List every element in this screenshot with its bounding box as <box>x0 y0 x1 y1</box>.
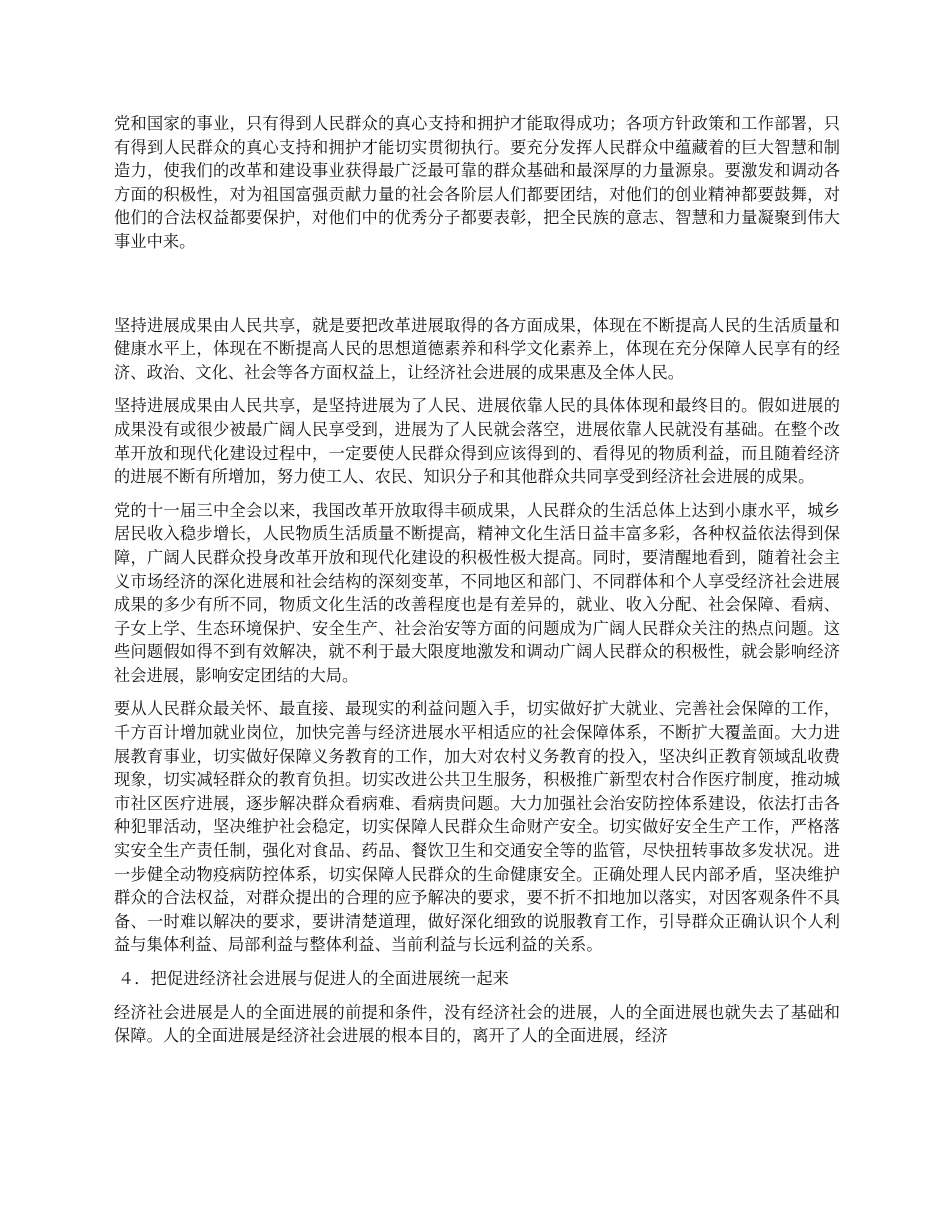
paragraph: 坚持进展成果由人民共享，是坚持进展为了人民、进展依靠人民的具体体现和最终目的。假如进展的成果没有或很少被最广阔人民享受到，进展为了人民就会落空，进展依靠人民就没有基础。在整个改革开放和现代化建设过程中，一定要使人民群众得到应该得到的、看得见的物质利益，而且随着经济的进展不断有所增加，努力使工人、农民、知识分子和其他群众共同享受到经济社会进展的成果。 <box>114 396 840 487</box>
section-heading: ４．把促进经济社会进展与促进人的全面进展统一起来 <box>118 969 509 988</box>
document-page <box>114 112 840 1058</box>
paragraph: 坚持进展成果由人民共享，就是要把改革进展取得的各方面成果，体现在不断提高人民的生活质量和健康水平上，体现在不断提高人民的思想道德素养和科学文化素养上，体现在充分保障人民享有的经济、政治、文化、社会等各方面权益上，让经济社会进展的成果惠及全体人民。 <box>114 315 840 382</box>
paragraph: 要从人民群众最关怀、最直接、最现实的利益问题入手，切实做好扩大就业、完善社会保障的工作，千方百计增加就业岗位，加快完善与经济进展水平相适应的社会保障体系，不断扩大覆盖面。大力进展教育事业，切实做好保障义务教育的工作，加大对农村义务教育的投入，坚决纠正教育领域乱收费现象，切实减轻群众的教育负担。切实改进公共卫生服务，积极推广新型农村合作医疗制度，推动城市社区医疗进展，逐步解决群众看病难、看病贵问题。大力加强社会治安防控体系建设，依法打击各种犯罪活动，坚决维护社会稳定，切实保障人民群众生命财产安全。切实做好安全生产工作，严格落实安全生产责任制，强化对食品、药品、餐饮卫生和交通安全等的监管，尽快扭转事故多发状况。进一步健全动物疫病防控体系，切实保障人民群众的生命健康安全。正确处理人民内部矛盾，坚决维护群众的合法权益，对群众提出的合理的应予解决的要求，要不折不扣地加以落实，对因客观条件不具备、一时难以解决的要求，要讲清楚道理，做好深化细致的说服教育工作，引导群众正确认识个人利益与集体利益、局部利益与整体利益、当前利益与长远利益的关系。 <box>114 699 840 955</box>
paragraph: 党的十一届三中全会以来，我国改革开放取得丰硕成果，人民群众的生活总体上达到小康水平，城乡居民收入稳步增长，人民物质生活质量不断提高，精神文化生活日益丰富多彩，各种权益依法得到保障，广阔人民群众投身改革开放和现代化建设的积极性极大提高。同时，要清醒地看到，随着社会主义市场经济的深化进展和社会结构的深刻变革，不同地区和部门、不同群体和个人享受经济社会进展成果的多少有所不同，物质文化生活的改善程度也是有差异的，就业、收入分配、社会保障、看病、子女上学、生态环境保护、安全生产、社会治安等方面的问题成为广阔人民群众关注的热点问题。这些问题假如得不到有效解决，就不利于最大限度地激发和调动广阔人民群众的积极性，就会影响经济社会进展，影响安定团结的大局。 <box>114 500 840 685</box>
paragraph: 党和国家的事业，只有得到人民群众的真心支持和拥护才能取得成功；各项方针政策和工作部署，只有得到人民群众的真心支持和拥护才能切实贯彻执行。要充分发挥人民群众中蕴藏着的巨大智慧和制造力，使我们的改革和建设事业获得最广泛最可靠的群众基础和最深厚的力量源泉。要激发和调动各方面的积极性，对为祖国富强贡献力量的社会各阶层人们都要团结，对他们的创业精神都要鼓舞，对他们的合法权益都要保护，对他们中的优秀分子都要表彰，把全民族的意志、智慧和力量凝聚到伟大事业中来。 <box>114 114 840 251</box>
paragraph: 经济社会进展是人的全面进展的前提和条件，没有经济社会的进展，人的全面进展也就失去了基础和保障。人的全面进展是经济社会进展的根本目的，离开了人的全面进展，经济 <box>114 1002 840 1046</box>
paragraph-gap <box>114 254 840 314</box>
